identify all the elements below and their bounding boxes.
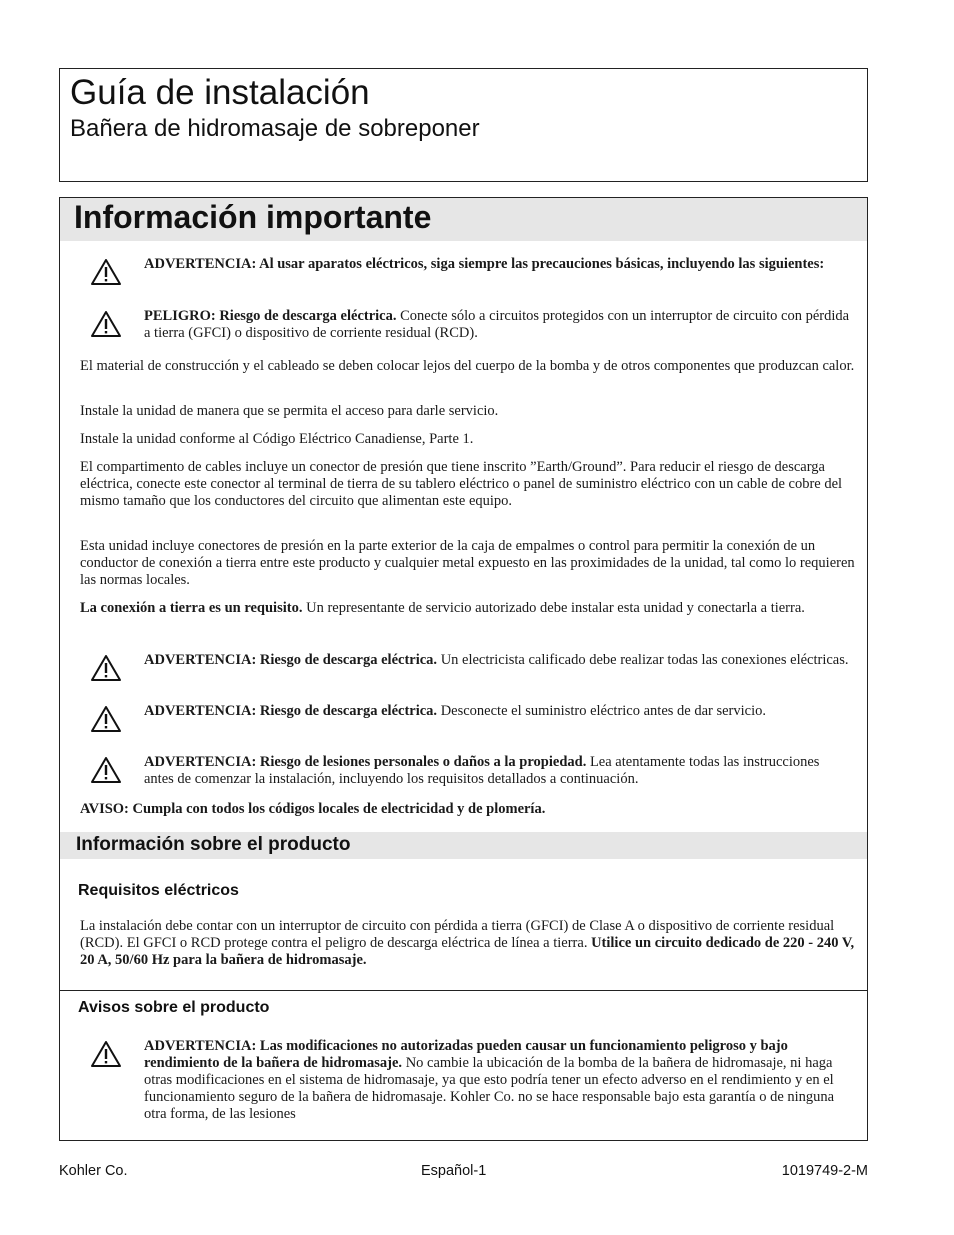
paragraph: El material de construcción y el cableado se deben colocar lejos del cuerpo de la bomba y de otros componentes que produzcan calor. [80,358,855,374]
warning-text: ADVERTENCIA: Riesgo de lesiones personales o daños a la propiedad. Lea atentamente todas las instrucciones antes de comenzar la instalación, incluyendo los requisitos detallados a continuación. [144,754,820,787]
paragraph: El compartimento de cables incluye un conector de presión que tiene inscrito ”Earth/Ground”. Para reducir el riesgo de descarga eléctrica, conecte este conector al terminal de tierra de su tablero eléctrico o panel de suministro eléctrico con un cable de cobre del mismo tamaño que los conductores del circuito que alimentan este equipo. [80,459,843,509]
footer-page-number: Español-1 [421,1163,487,1179]
product-info-title: Información sobre el producto [76,834,351,855]
warning-text: PELIGRO: Riesgo de descarga eléctrica. Conecte sólo a circuitos protegidos con un interruptor de circuito con pérdida a tierra (GFCI) o dispositivo de corriente residual (RCD). [144,308,850,341]
document-subtitle: Bañera de hidromasaje de sobreponer [70,115,480,142]
product-info-header [60,832,867,859]
warning-text: ADVERTENCIA: Al usar aparatos eléctricos, siga siempre las precauciones básicas, incluyendo las siguientes: [144,256,825,272]
warning-triangle-icon [90,258,122,286]
footer-company: Kohler Co. [59,1163,128,1179]
warning-triangle-icon [90,756,122,784]
paragraph: Instale la unidad de manera que se permita el acceso para darle servicio. [80,403,499,419]
warning-text: ADVERTENCIA: Riesgo de descarga eléctrica. Desconecte el suministro eléctrico antes de dar servicio. [144,703,767,719]
warning-triangle-icon [90,1040,122,1068]
electrical-requirements-heading: Requisitos eléctricos [78,882,239,899]
document-title: Guía de instalación [70,73,370,112]
paragraph: Instale la unidad conforme al Código Eléctrico Canadiense, Parte 1. [80,431,474,447]
footer-document-number: 1019749-2-M [781,1163,868,1179]
section-title: Información importante [74,199,432,235]
paragraph: Esta unidad incluye conectores de presión en la parte exterior de la caja de empalmes o control para permitir la conexión de un conductor de conexión a tierra entre este producto y cualquier metal expuesto en las proximidades de la unidad, tal como lo requieren las normas locales. [80,538,855,588]
warning-text: ADVERTENCIA: Las modificaciones no autorizadas pueden causar un funcionamiento peligroso y bajo rendimiento de la bañera de hidromasaje. No cambie la ubicación de la bomba de la bañera de hidromasaje, ni haga otras modificaciones en el sistema de hidromasaje, ya que esto podría tener un efecto adverso en el rendimiento y en el funcionamiento seguro de la bañera de hidromasaje. Kohler Co. no se hace responsable bajo esta garantía o de ninguna otra forma, de las lesiones [144,1038,835,1122]
warning-triangle-icon [90,654,122,682]
warning-triangle-icon [90,310,122,338]
paragraph: La conexión a tierra es un requisito. Un representante de servicio autorizado debe instalar esta unidad y conectarla a tierra. [80,600,805,616]
electrical-requirements-text: La instalación debe contar con un interruptor de circuito con pérdida a tierra (GFCI) de Clase A o dispositivo de corriente residual (RCD). El GFCI o RCD protege contra el peligro de descarga eléctrica de línea a tierra. Utilice un circuito dedicado de 220 - 240 V, 20 A, 50/60 Hz para la bañera de hidromasaje. [80,918,855,968]
divider [60,990,867,991]
warning-text: ADVERTENCIA: Riesgo de descarga eléctrica. Un electricista calificado debe realizar todas las conexiones eléctricas. [144,652,849,668]
title-box [59,68,868,182]
warning-triangle-icon [90,705,122,733]
section-header [60,198,867,241]
product-notices-heading: Avisos sobre el producto [78,999,270,1016]
important-info-box [59,197,868,1141]
notice-text: AVISO: Cumpla con todos los códigos locales de electricidad y de plomería. [80,801,546,817]
